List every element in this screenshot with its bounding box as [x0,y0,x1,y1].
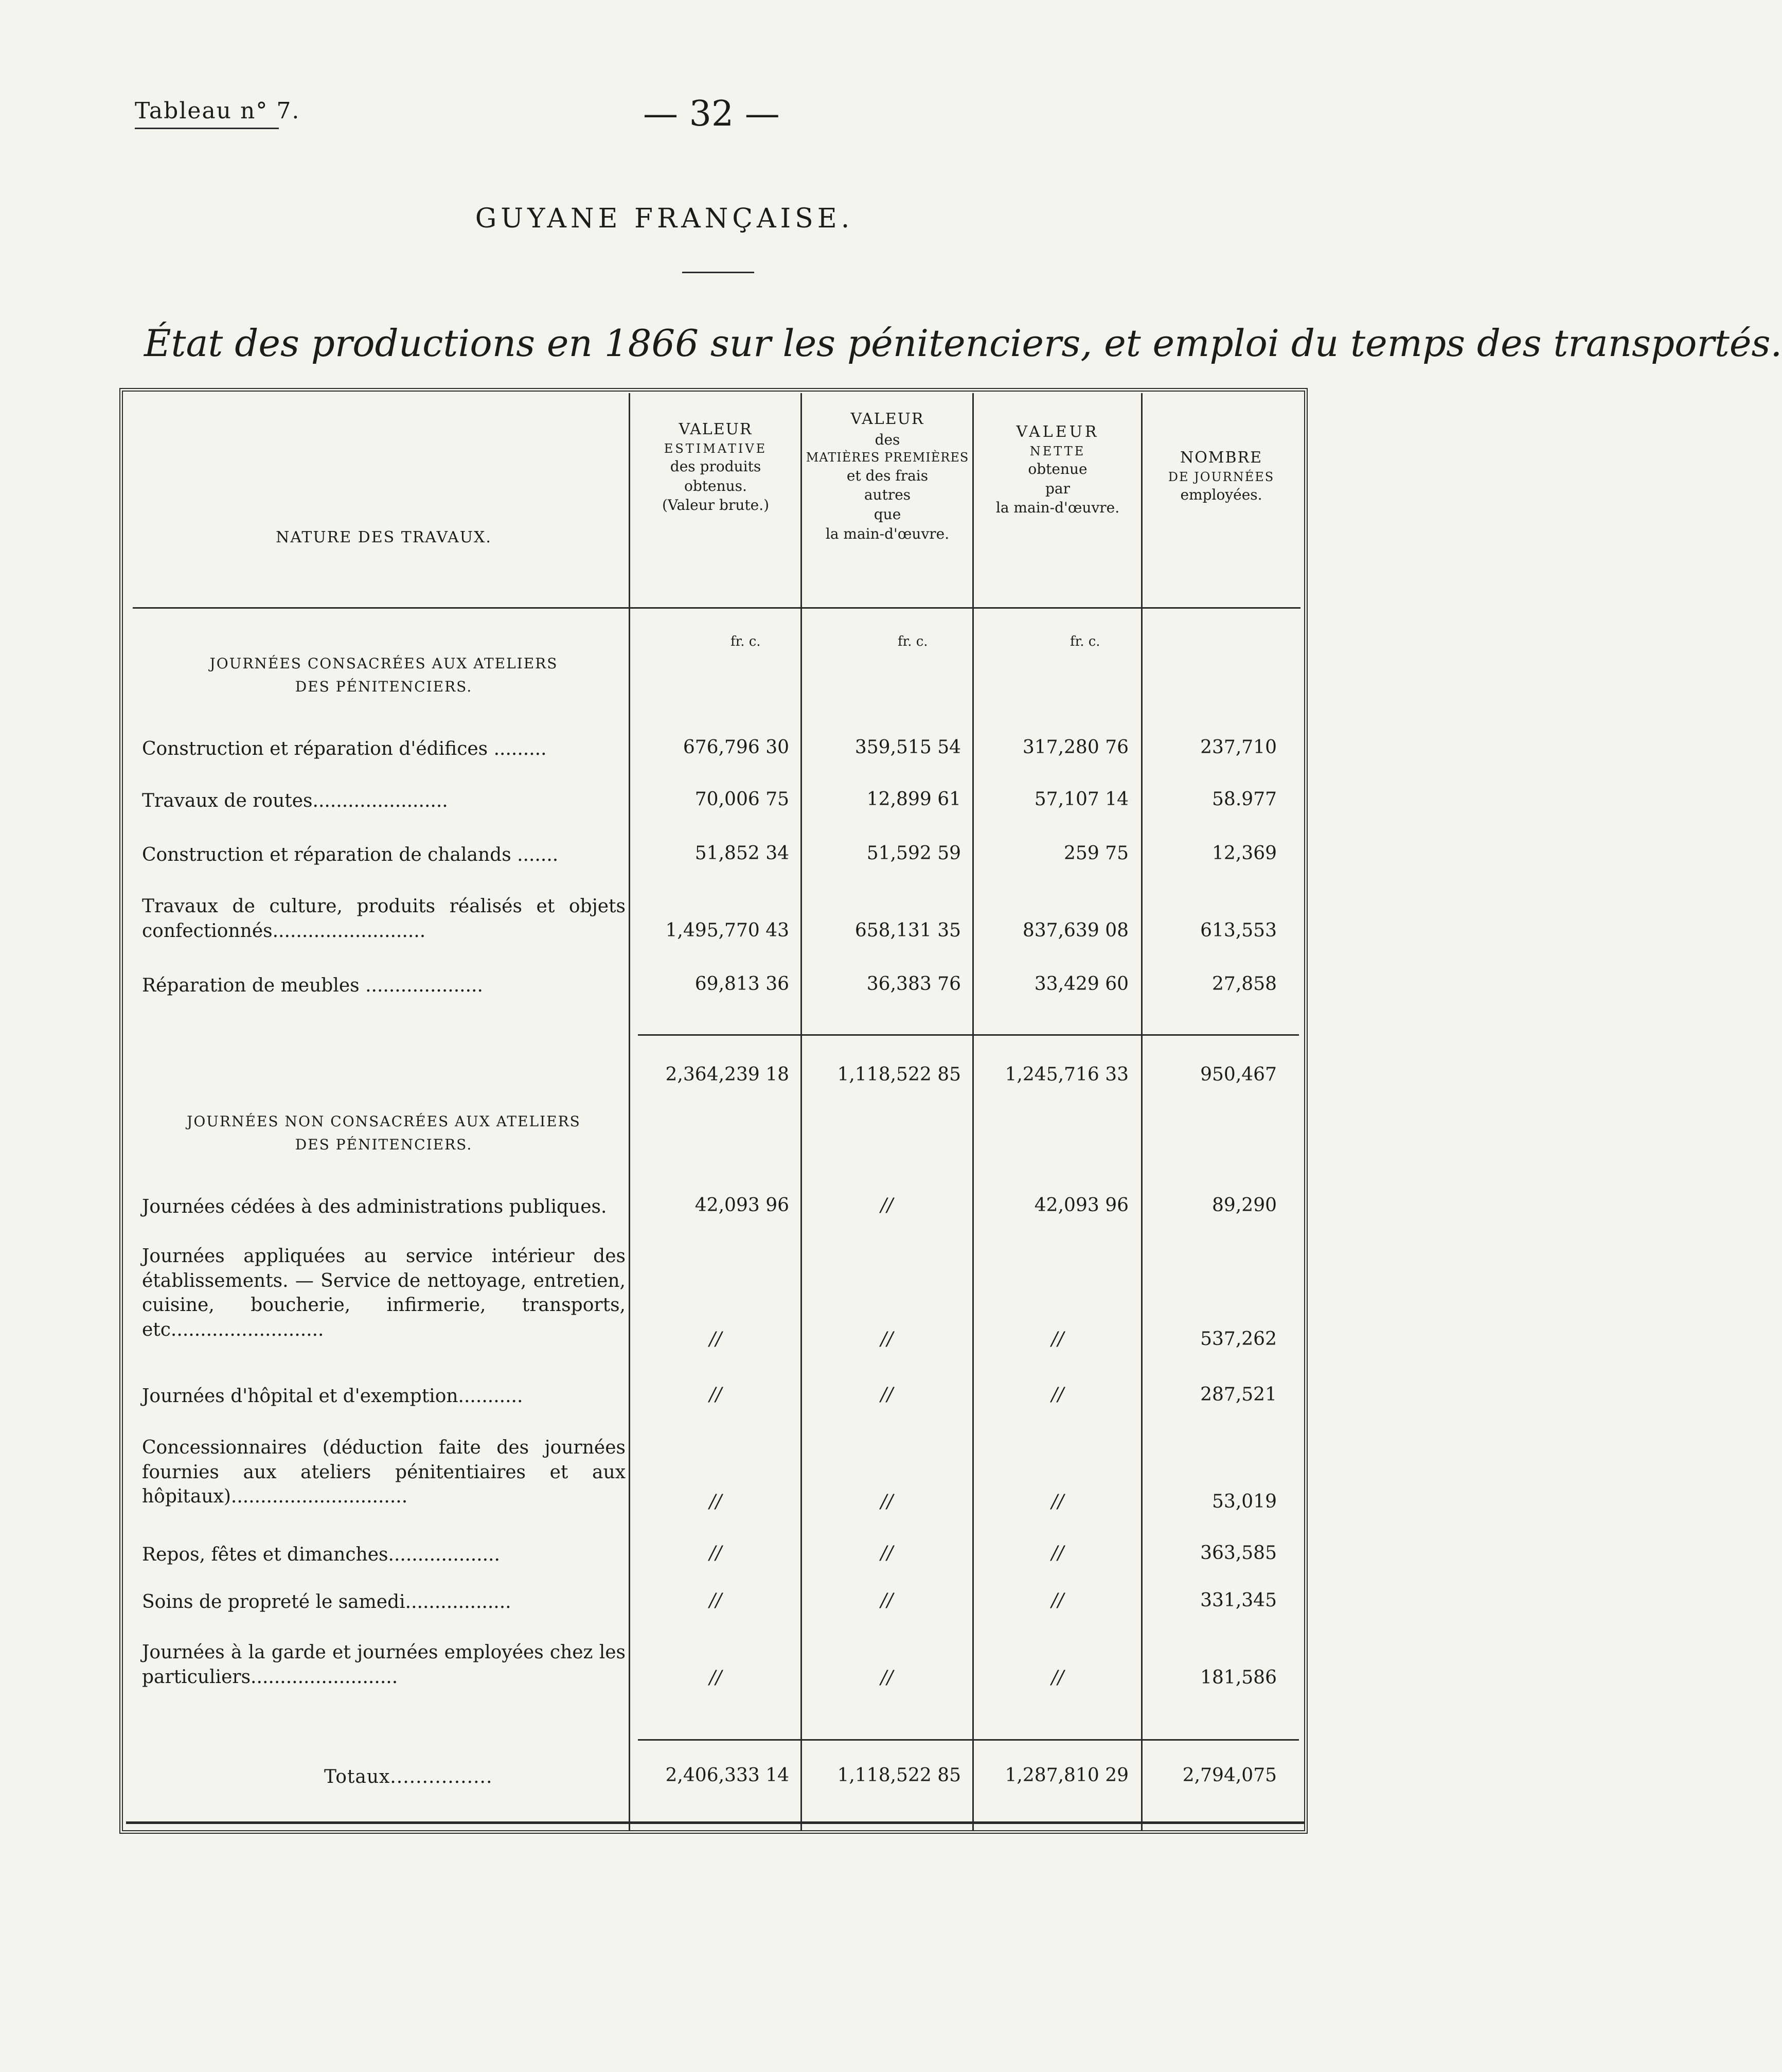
row-label: Soins de propreté le samedi.................. [142,1591,511,1613]
cell-valeur-matieres: 12,899 61 [866,789,961,810]
page-number: — 32 — [643,94,780,134]
subtotal-valeur-matieres: 1,118,522 85 [837,1064,961,1085]
cell-nombre: 613,553 [1200,920,1277,941]
row-label: Journées à la garde et journées employées chez les particuliers......................... [142,1642,626,1688]
cell-valeur-nette: // [1051,1329,1064,1350]
cell-valeur-estimative: 676,796 30 [683,737,789,758]
tableau-underline [135,128,279,129]
column-header-nombre: NOMBRE DE JOURNÉES employées. [1168,449,1275,503]
totals-valeur-matieres: 1,118,522 85 [837,1765,961,1786]
row-label: Journées d'hôpital et d'exemption........... [142,1386,523,1407]
cell-valeur-matieres: // [880,1667,894,1688]
cell-valeur-matieres: // [880,1195,894,1216]
column-header-valeur-nette: VALEUR NETTE obtenue par la main-d'œuvre. [995,423,1120,517]
cell-valeur-nette: // [1051,1667,1064,1688]
cell-valeur-estimative: // [709,1667,722,1688]
cell-nombre: 12,369 [1212,843,1277,864]
cell-valeur-nette: 259 75 [1064,843,1129,864]
cell-valeur-nette: 42,093 96 [1034,1195,1129,1216]
cell-valeur-matieres: 51,592 59 [866,843,961,864]
cell-valeur-estimative: 1,495,770 43 [665,920,789,941]
cell-valeur-estimative: 42,093 96 [694,1195,789,1216]
subtotal-valeur-estimative: 2,364,239 18 [665,1064,789,1085]
cell-valeur-estimative: 70,006 75 [694,789,789,810]
cell-valeur-matieres: 658,131 35 [854,920,961,941]
cell-valeur-nette: 317,280 76 [1022,737,1129,758]
row-label: Travaux de routes....................... [142,790,448,811]
totals-rule [638,1739,1299,1741]
cell-nombre: 53,019 [1212,1491,1277,1512]
unit-label: fr. c. [1070,634,1100,649]
totals-valeur-nette: 1,287,810 29 [1005,1765,1129,1786]
document-subtitle: État des productions en 1866 sur les pénitenciers, et emploi du temps des transportés. [144,322,1782,365]
cell-valeur-matieres: // [880,1491,894,1512]
cell-nombre: 58.977 [1212,789,1277,810]
header-rule [133,607,1300,609]
unit-label: fr. c. [730,634,761,649]
cell-valeur-estimative: // [709,1543,722,1564]
cell-nombre: 287,521 [1200,1384,1277,1405]
cell-valeur-matieres: // [880,1590,894,1611]
cell-valeur-matieres: // [880,1543,894,1564]
row-label: Construction et réparation de chalands ....... [142,844,559,865]
row-label: Journées cédées à des administrations publiques. [142,1196,607,1217]
row-label: Journées appliquées au service intérieur des établissements. — Service de nettoyage, entretien, cuisine, boucherie, infirmerie, transports, etc.......................... [142,1246,626,1340]
cell-valeur-nette: // [1051,1384,1064,1405]
subtotal-valeur-nette: 1,245,716 33 [1005,1064,1129,1085]
country-title: GUYANE FRANÇAISE. [475,203,854,234]
cell-valeur-estimative: 51,852 34 [694,843,789,864]
unit-label: fr. c. [898,634,928,649]
cell-valeur-matieres: // [880,1384,894,1405]
column-header-nature-text: NATURE DES TRAVAUX. [276,528,492,546]
cell-valeur-estimative: 69,813 36 [694,973,789,995]
section-heading-consacrees: JOURNÉES CONSACRÉES AUX ATELIERS DES PÉNITENCIERS. [209,655,558,695]
tableau-label: Tableau n° 7. [135,98,300,124]
subtotal-rule [638,1034,1299,1036]
row-label: Construction et réparation d'édifices ......... [142,738,547,759]
cell-valeur-matieres: 36,383 76 [866,973,961,995]
cell-valeur-estimative: // [709,1384,722,1405]
cell-nombre: 331,345 [1200,1590,1277,1611]
cell-nombre: 537,262 [1200,1329,1277,1350]
title-rule [682,272,754,273]
subtotal-nombre: 950,467 [1200,1064,1277,1085]
cell-valeur-estimative: // [709,1491,722,1512]
row-label: Réparation de meubles .................... [142,975,483,996]
column-header-nature [142,527,626,548]
cell-valeur-nette: 837,639 08 [1022,920,1129,941]
totals-valeur-estimative: 2,406,333 14 [665,1765,789,1786]
section-heading-non-consacrees: JOURNÉES NON CONSACRÉES AUX ATELIERS DES PÉNITENCIERS. [187,1113,581,1153]
cell-nombre: 27,858 [1212,973,1277,995]
cell-nombre: 89,290 [1212,1195,1277,1216]
cell-valeur-matieres: // [880,1329,894,1350]
column-header-valeur-matieres: VALEUR des MATIÈRES PREMIÈRES et des frais autres que la main-d'œuvre. [806,410,969,543]
cell-nombre: 363,585 [1200,1543,1277,1564]
cell-valeur-nette: // [1051,1543,1064,1564]
cell-valeur-nette: 57,107 14 [1034,789,1129,810]
row-label: Repos, fêtes et dimanches................... [142,1544,500,1565]
table-bottom-rule [126,1821,1304,1824]
row-label: Concessionnaires (déduction faite des journées fournies aux ateliers pénitentiaires et aux hôpitaux).............................. [142,1437,626,1508]
cell-valeur-estimative: // [709,1329,722,1350]
cell-valeur-estimative: // [709,1590,722,1611]
cell-nombre: 237,710 [1200,737,1277,758]
cell-valeur-nette: 33,429 60 [1034,973,1129,995]
cell-valeur-nette: // [1051,1590,1064,1611]
row-label: Travaux de culture, produits réalisés et objets confectionnés.......................... [142,896,626,942]
cell-valeur-nette: // [1051,1491,1064,1512]
cell-nombre: 181,586 [1200,1667,1277,1688]
column-header-valeur-estimative: VALEUR ESTIMATIVE des produits obtenus. (Valeur brute.) [662,420,770,514]
totals-label: Totaux................ [324,1766,493,1787]
cell-valeur-matieres: 359,515 54 [854,737,961,758]
totals-nombre: 2,794,075 [1182,1765,1277,1786]
